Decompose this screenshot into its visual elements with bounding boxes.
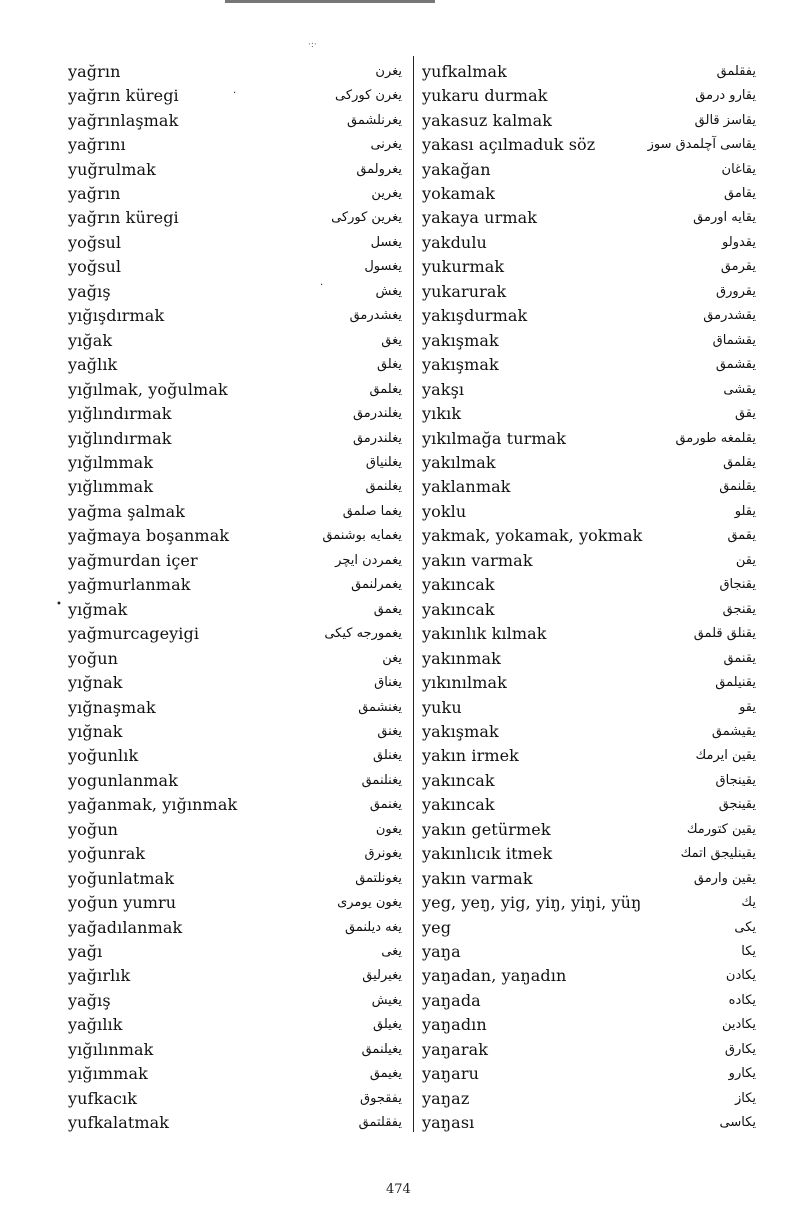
transliteration: yufkalatmak xyxy=(68,1113,170,1133)
transliteration: yuğrulmak xyxy=(68,159,156,179)
transliteration: yaŋada xyxy=(422,990,481,1010)
transliteration: yaŋarak xyxy=(422,1039,489,1059)
transliteration: yağanmak, yığınmak xyxy=(68,795,238,815)
ottoman-script: یغنق xyxy=(377,723,402,739)
ottoman-script: یغونلتمق xyxy=(355,870,402,886)
ottoman-script: یقین ایرمك xyxy=(695,748,756,764)
dictionary-entry xyxy=(68,255,402,279)
dictionary-entry xyxy=(422,548,756,572)
ottoman-script: یقن xyxy=(735,552,756,568)
ottoman-script: یغرن xyxy=(375,63,402,79)
ottoman-script: یغلندرمق xyxy=(352,406,402,422)
transliteration: yufkacık xyxy=(68,1088,138,1108)
dictionary-entry xyxy=(68,719,402,743)
ottoman-script: یغلنمق xyxy=(365,479,402,495)
dictionary-entry xyxy=(422,621,756,645)
ottoman-script: یغون xyxy=(375,821,402,837)
ottoman-script: یقینجاق xyxy=(715,772,756,788)
transliteration: yokamak xyxy=(422,183,496,203)
transliteration: yakınmak xyxy=(422,648,501,668)
transliteration: yoğsul xyxy=(68,232,122,252)
ottoman-script: یغنمق xyxy=(369,797,402,813)
ottoman-script: یقمق xyxy=(727,528,756,544)
ottoman-script: یقاسز قالق xyxy=(694,112,756,128)
ottoman-script: یغون یومری xyxy=(337,895,402,911)
transliteration: yağmurcageyigi xyxy=(68,624,200,644)
dictionary-entry xyxy=(422,719,756,743)
transliteration: yukarurak xyxy=(422,281,507,301)
transliteration: yakışmak xyxy=(422,330,499,350)
transliteration: yağırlık xyxy=(68,966,131,986)
top-speck: ·:· xyxy=(308,40,317,50)
column-divider xyxy=(413,56,414,1132)
dictionary-entry xyxy=(68,279,402,303)
dictionary-entry xyxy=(422,230,756,254)
dictionary-entry xyxy=(68,328,402,352)
ottoman-script: یقشی xyxy=(723,381,756,397)
dictionary-entry xyxy=(422,573,756,597)
dictionary-entry xyxy=(68,59,402,83)
transliteration: yaŋaz xyxy=(422,1088,470,1108)
transliteration: yağrın xyxy=(68,61,121,81)
transliteration: yakıncak xyxy=(422,770,495,790)
ottoman-script: یقلنمق xyxy=(719,479,756,495)
dictionary-entry xyxy=(68,401,402,425)
ottoman-script: یقین کتورمك xyxy=(686,821,756,837)
ottoman-script: یقینجق xyxy=(718,797,756,813)
transliteration: yeg, yeŋ, yig, yiŋ, yiŋi, yüŋ xyxy=(422,893,642,913)
transliteration: yaŋadan, yaŋadın xyxy=(422,966,567,986)
dictionary-entry xyxy=(68,988,402,1012)
dictionary-entry xyxy=(68,1110,402,1134)
transliteration: yağılık xyxy=(68,1015,123,1035)
transliteration: yağış xyxy=(68,281,111,301)
transliteration: yığnaşmak xyxy=(68,697,156,717)
ottoman-script: یقنلق قلمق xyxy=(693,626,756,642)
dictionary-entry xyxy=(68,1086,402,1110)
dictionary-entry xyxy=(422,817,756,841)
ottoman-script: یغلنیاق xyxy=(365,454,402,470)
dictionary-entry xyxy=(68,352,402,376)
dictionary-entry xyxy=(68,206,402,230)
ottoman-script: یغیلق xyxy=(373,1017,402,1033)
ottoman-script: یقرورق xyxy=(715,283,756,299)
transliteration: yakın varmak xyxy=(422,550,533,570)
ottoman-script: یقایه اورمق xyxy=(693,210,756,226)
ottoman-script: یغرن کورکی xyxy=(335,88,402,104)
ottoman-script: یك xyxy=(741,895,756,911)
ottoman-script: یقنیلمق xyxy=(715,675,756,691)
transliteration: yıkık xyxy=(422,404,462,424)
ottoman-script: یقاغان xyxy=(721,161,756,177)
transliteration: yağma şalmak xyxy=(68,501,186,521)
ottoman-script: یغرین xyxy=(371,185,402,201)
dictionary-entry xyxy=(422,1086,756,1110)
transliteration: yığnak xyxy=(68,673,123,693)
ottoman-script: یقیشمق xyxy=(711,723,756,739)
transliteration: yakın getürmek xyxy=(422,819,551,839)
dictionary-entry xyxy=(68,964,402,988)
ottoman-script: یغما صلمق xyxy=(342,503,402,519)
transliteration: yoğun xyxy=(68,819,119,839)
dictionary-entry xyxy=(422,964,756,988)
transliteration: yoğunlık xyxy=(68,746,139,766)
transliteration: yakın irmek xyxy=(422,746,519,766)
transliteration: yakağan xyxy=(422,159,491,179)
transliteration: yağadılanmak xyxy=(68,917,183,937)
ottoman-script: یکاده xyxy=(728,992,756,1008)
dictionary-entry xyxy=(422,597,756,621)
transliteration: yığlındırmak xyxy=(68,404,172,424)
transliteration: yığlındırmak xyxy=(68,428,172,448)
ottoman-script: یغونرق xyxy=(364,846,402,862)
transliteration: yakşı xyxy=(422,379,465,399)
dictionary-entry xyxy=(68,866,402,890)
ottoman-script: یکا xyxy=(741,944,756,960)
dictionary-entry xyxy=(68,377,402,401)
transliteration: yaŋaru xyxy=(422,1064,479,1084)
ottoman-script: یغمردن ایچر xyxy=(335,552,402,568)
transliteration: yakasuz kalmak xyxy=(422,110,553,130)
ottoman-script: یغمایه بوشنمق xyxy=(322,528,402,544)
dictionary-entry xyxy=(68,524,402,548)
transliteration: yoğunlatmak xyxy=(68,868,175,888)
dictionary-entry xyxy=(422,83,756,107)
ottoman-script: یقشدرمق xyxy=(703,308,756,324)
dictionary-entry xyxy=(68,475,402,499)
ottoman-script: یفقجوق xyxy=(360,1090,402,1106)
dictionary-entry xyxy=(422,377,756,401)
dictionary-entry xyxy=(422,768,756,792)
transliteration: yogunlanmak xyxy=(68,770,178,790)
ottoman-script: یقدولو xyxy=(722,234,756,250)
ottoman-script: یکارو xyxy=(728,1066,756,1082)
dictionary-entry xyxy=(68,939,402,963)
dictionary-entry xyxy=(68,450,402,474)
ottoman-script: یغق xyxy=(381,332,402,348)
transliteration: yakın varmak xyxy=(422,868,533,888)
dictionary-entry xyxy=(68,548,402,572)
dictionary-entry xyxy=(68,744,402,768)
ottoman-script: یقین وارمق xyxy=(693,870,756,886)
dictionary-entry xyxy=(68,915,402,939)
dictionary-entry xyxy=(422,988,756,1012)
transliteration: yaklanmak xyxy=(422,477,511,497)
transliteration: yığlımmak xyxy=(68,477,154,497)
dictionary-entry xyxy=(68,1013,402,1037)
ottoman-script: یفقلتمق xyxy=(358,1115,402,1131)
transliteration: yaŋadın xyxy=(422,1015,487,1035)
dictionary-entry xyxy=(68,890,402,914)
dictionary-entry xyxy=(422,108,756,132)
transliteration: yığılmmak xyxy=(68,452,154,472)
ottoman-script: یقشمق xyxy=(715,357,756,373)
ottoman-script: یقینلیجق اتمك xyxy=(680,846,756,862)
transliteration: yuku xyxy=(422,697,462,717)
transliteration: yoğun yumru xyxy=(68,893,177,913)
ottoman-script: یغی xyxy=(381,944,402,960)
transliteration: yakıncak xyxy=(422,599,495,619)
dictionary-entry xyxy=(422,132,756,156)
transliteration: yoğsul xyxy=(68,257,122,277)
ottoman-script: یغیرلیق xyxy=(362,968,402,984)
dictionary-entry xyxy=(422,939,756,963)
transliteration: yakışmak xyxy=(422,355,499,375)
ottoman-script: یکارق xyxy=(724,1041,756,1057)
transliteration: yoğunrak xyxy=(68,844,146,864)
top-edge-mark xyxy=(225,0,435,3)
transliteration: yaŋa xyxy=(422,942,461,962)
ottoman-script: یقامق xyxy=(724,185,756,201)
ottoman-script: یغمورجه کیکی xyxy=(324,626,402,642)
transliteration: yığmak xyxy=(68,599,128,619)
transliteration: yakmak, yokamak, yokmak xyxy=(422,526,643,546)
transliteration: yıkınılmak xyxy=(422,673,507,693)
dictionary-entry xyxy=(68,132,402,156)
dictionary-entry xyxy=(68,793,402,817)
dictionary-entry xyxy=(68,157,402,181)
ottoman-script: یقو xyxy=(739,699,756,715)
ottoman-script: یکادین xyxy=(721,1017,756,1033)
dictionary-entry xyxy=(68,817,402,841)
ottoman-script: یفقلمق xyxy=(716,63,756,79)
dictionary-entry xyxy=(422,328,756,352)
dictionary-entry xyxy=(68,108,402,132)
ottoman-script: یغرولمق xyxy=(356,161,402,177)
ottoman-script: یقق xyxy=(734,406,756,422)
transliteration: yığnak xyxy=(68,721,123,741)
dictionary-entry xyxy=(422,279,756,303)
dictionary-entry xyxy=(422,670,756,694)
transliteration: yakınlıcık itmek xyxy=(422,844,553,864)
dictionary-entry xyxy=(68,768,402,792)
dictionary-entry xyxy=(68,573,402,597)
dictionary-entry xyxy=(422,915,756,939)
ottoman-script: یقلمغه طورمق xyxy=(675,430,756,446)
ottoman-script: یقشماق xyxy=(712,332,756,348)
dictionary-entry xyxy=(68,646,402,670)
transliteration: yakışdurmak xyxy=(422,306,528,326)
dictionary-entry xyxy=(68,499,402,523)
transliteration: yakdulu xyxy=(422,232,487,252)
ottoman-script: یغیمق xyxy=(369,1066,402,1082)
dictionary-entry xyxy=(68,181,402,205)
transliteration: yakaya urmak xyxy=(422,208,538,228)
transliteration: yığılmak, yoğulmak xyxy=(68,379,228,399)
transliteration: yağrın küregi xyxy=(68,86,179,106)
transliteration: yoğun xyxy=(68,648,119,668)
transliteration: yığılınmak xyxy=(68,1039,154,1059)
ottoman-script: یکادن xyxy=(725,968,756,984)
transliteration: yukurmak xyxy=(422,257,505,277)
ottoman-script: یکی xyxy=(734,919,756,935)
dictionary-entry xyxy=(422,695,756,719)
transliteration: yağmurlanmak xyxy=(68,575,191,595)
transliteration: yağmaya boşanmak xyxy=(68,526,230,546)
transliteration: yufkalmak xyxy=(422,61,507,81)
ottoman-script: یغلمق xyxy=(369,381,402,397)
ottoman-script: یغنلق xyxy=(373,748,402,764)
transliteration: yoklu xyxy=(422,501,467,521)
dictionary-entry xyxy=(422,426,756,450)
dictionary-entry xyxy=(68,842,402,866)
transliteration: yakınlık kılmak xyxy=(422,624,547,644)
ottoman-script: یغه دیلنمق xyxy=(345,919,402,935)
stray-mark: • xyxy=(56,599,62,610)
dictionary-entry xyxy=(422,304,756,328)
transliteration: yeg xyxy=(422,917,452,937)
dictionary-entry xyxy=(68,621,402,645)
ottoman-script: یغرنی xyxy=(370,137,402,153)
dictionary-entry xyxy=(68,426,402,450)
ottoman-script: یقارو درمق xyxy=(695,88,756,104)
transliteration: yağlık xyxy=(68,355,118,375)
transliteration: yakışmak xyxy=(422,721,499,741)
transliteration: yağı xyxy=(68,942,103,962)
ottoman-script: یقرمق xyxy=(720,259,756,275)
dictionary-entry xyxy=(422,842,756,866)
dictionary-entry xyxy=(68,1037,402,1061)
ottoman-script: یقلو xyxy=(734,503,756,519)
dictionary-entry xyxy=(422,499,756,523)
right-column xyxy=(422,59,756,1135)
dictionary-entry xyxy=(422,475,756,499)
dictionary-entry xyxy=(422,793,756,817)
ottoman-script: یغنلنمق xyxy=(361,772,402,788)
dictionary-entry xyxy=(422,890,756,914)
dictionary-entry xyxy=(422,401,756,425)
dictionary-entry xyxy=(422,181,756,205)
dictionary-entry xyxy=(422,1037,756,1061)
dictionary-entry xyxy=(68,304,402,328)
transliteration: yığışdırmak xyxy=(68,306,165,326)
ottoman-script: یغلندرمق xyxy=(352,430,402,446)
ottoman-script: یقنجاق xyxy=(719,577,756,593)
dictionary-entry xyxy=(422,206,756,230)
dictionary-entry xyxy=(422,866,756,890)
ottoman-script: یغلق xyxy=(376,357,402,373)
dictionary-entry xyxy=(422,1062,756,1086)
left-column xyxy=(68,59,402,1135)
ottoman-script: یغش xyxy=(375,283,402,299)
ottoman-script: یغیش xyxy=(371,992,402,1008)
transliteration: yıkılmağa turmak xyxy=(422,428,567,448)
transliteration: yakıncak xyxy=(422,795,495,815)
dictionary-entry xyxy=(422,646,756,670)
dictionary-entry xyxy=(68,695,402,719)
transliteration: yağrın xyxy=(68,183,121,203)
dictionary-entry xyxy=(68,1062,402,1086)
transliteration: yakılmak xyxy=(422,452,496,472)
ottoman-script: یغمرلنمق xyxy=(351,577,402,593)
page-number: 474 xyxy=(386,1182,411,1197)
dictionary-entry xyxy=(422,1013,756,1037)
ottoman-script: یقنجق xyxy=(722,601,756,617)
dictionary-entry xyxy=(68,597,402,621)
ottoman-script: یغرین کورکی xyxy=(331,210,402,226)
transliteration: yığak xyxy=(68,330,113,350)
ottoman-script: یغسول xyxy=(364,259,402,275)
stray-mark: · xyxy=(320,280,324,291)
transliteration: yığımmak xyxy=(68,1064,148,1084)
dictionary-entry xyxy=(68,670,402,694)
transliteration: yukaru durmak xyxy=(422,86,548,106)
transliteration: yağış xyxy=(68,990,111,1010)
ottoman-script: یقلمق xyxy=(723,454,756,470)
dictionary-entry xyxy=(422,744,756,768)
ottoman-script: یغمق xyxy=(373,601,402,617)
ottoman-script: یکاسی xyxy=(719,1115,756,1131)
transliteration: yakıncak xyxy=(422,575,495,595)
transliteration: yakası açılmaduk söz xyxy=(422,135,596,155)
transliteration: yağmurdan içer xyxy=(68,550,198,570)
ottoman-script: یغشدرمق xyxy=(349,308,402,324)
transliteration: yağrın küregi xyxy=(68,208,179,228)
ottoman-script: یغنشمق xyxy=(358,699,402,715)
transliteration: yağrınlaşmak xyxy=(68,110,179,130)
dictionary-entry xyxy=(422,352,756,376)
ottoman-script: یغناق xyxy=(374,675,402,691)
ottoman-script: یغیلنمق xyxy=(361,1041,402,1057)
dictionary-entry xyxy=(68,230,402,254)
ottoman-script: یغرنلشمق xyxy=(347,112,402,128)
ottoman-script: یقنمق xyxy=(723,650,756,666)
ottoman-script: یغن xyxy=(382,650,402,666)
ottoman-script: یکاز xyxy=(734,1090,756,1106)
dictionary-entry xyxy=(422,1110,756,1134)
ottoman-script: یقاسی آچلمدق سوز xyxy=(647,137,756,153)
ottoman-script: یغسل xyxy=(370,234,402,250)
transliteration: yağrını xyxy=(68,135,126,155)
dictionary-entry xyxy=(422,157,756,181)
dictionary-entry xyxy=(422,59,756,83)
dictionary-entry xyxy=(422,450,756,474)
dictionary-entry xyxy=(422,255,756,279)
dictionary-entry xyxy=(422,524,756,548)
stray-mark: · xyxy=(233,88,237,99)
transliteration: yaŋası xyxy=(422,1113,475,1133)
